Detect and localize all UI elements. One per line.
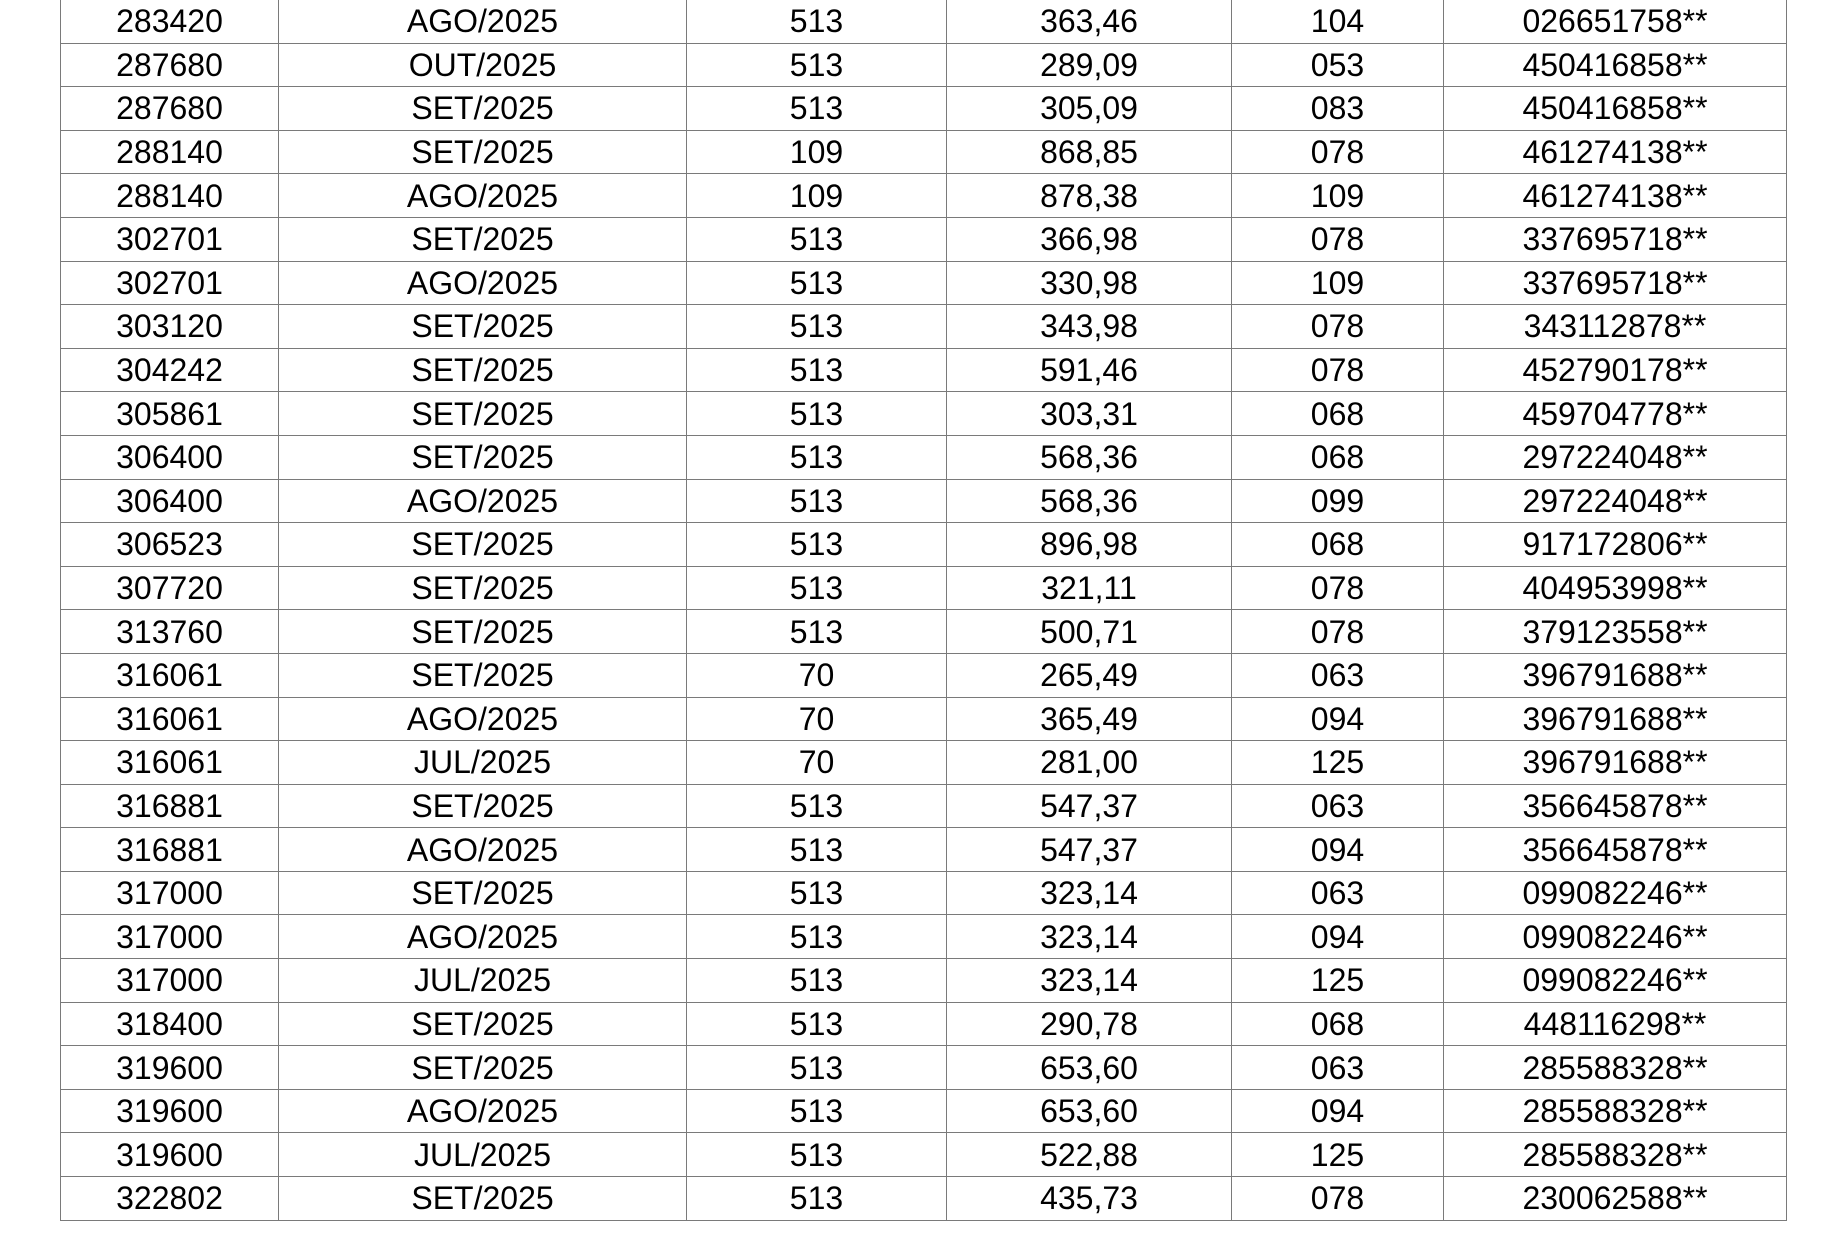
cell-period: JUL/2025	[279, 1133, 687, 1177]
cell-id: 317000	[61, 871, 279, 915]
data-table	[60, 0, 1787, 1221]
table-row	[61, 479, 1787, 523]
cell-document: 026651758**	[1444, 0, 1787, 43]
cell-ref: 125	[1232, 1133, 1444, 1177]
cell-period: SET/2025	[279, 435, 687, 479]
cell-document: 450416858**	[1444, 87, 1787, 131]
cell-document: 379123558**	[1444, 610, 1787, 654]
cell-period: SET/2025	[279, 566, 687, 610]
cell-id: 287680	[61, 43, 279, 87]
cell-id: 302701	[61, 261, 279, 305]
cell-amount: 653,60	[947, 1089, 1232, 1133]
cell-code: 513	[687, 305, 947, 349]
cell-id: 305861	[61, 392, 279, 436]
cell-code: 513	[687, 915, 947, 959]
cell-id: 307720	[61, 566, 279, 610]
cell-document: 099082246**	[1444, 915, 1787, 959]
table-row	[61, 130, 1787, 174]
cell-document: 337695718**	[1444, 261, 1787, 305]
table-row	[61, 784, 1787, 828]
cell-amount: 547,37	[947, 828, 1232, 872]
table-row	[61, 915, 1787, 959]
table-row	[61, 0, 1787, 43]
cell-document: 356645878**	[1444, 784, 1787, 828]
cell-id: 316061	[61, 697, 279, 741]
cell-period: AGO/2025	[279, 0, 687, 43]
cell-ref: 053	[1232, 43, 1444, 87]
cell-id: 319600	[61, 1046, 279, 1090]
cell-period: SET/2025	[279, 217, 687, 261]
cell-code: 513	[687, 217, 947, 261]
cell-period: SET/2025	[279, 610, 687, 654]
cell-code: 513	[687, 1002, 947, 1046]
cell-period: OUT/2025	[279, 43, 687, 87]
cell-period: SET/2025	[279, 1002, 687, 1046]
table-row	[61, 610, 1787, 654]
cell-period: AGO/2025	[279, 1089, 687, 1133]
cell-id: 283420	[61, 0, 279, 43]
cell-id: 316061	[61, 741, 279, 785]
cell-code: 513	[687, 784, 947, 828]
cell-amount: 323,14	[947, 959, 1232, 1003]
cell-ref: 078	[1232, 305, 1444, 349]
cell-amount: 547,37	[947, 784, 1232, 828]
cell-document: 917172806**	[1444, 523, 1787, 567]
table-row	[61, 348, 1787, 392]
cell-period: SET/2025	[279, 784, 687, 828]
cell-document: 297224048**	[1444, 435, 1787, 479]
cell-code: 513	[687, 0, 947, 43]
cell-document: 230062588**	[1444, 1177, 1787, 1221]
cell-code: 513	[687, 87, 947, 131]
cell-id: 318400	[61, 1002, 279, 1046]
cell-id: 322802	[61, 1177, 279, 1221]
cell-code: 513	[687, 348, 947, 392]
cell-document: 396791688**	[1444, 697, 1787, 741]
table-row	[61, 1177, 1787, 1221]
cell-amount: 363,46	[947, 0, 1232, 43]
cell-id: 319600	[61, 1089, 279, 1133]
cell-period: SET/2025	[279, 1046, 687, 1090]
cell-document: 297224048**	[1444, 479, 1787, 523]
cell-code: 513	[687, 261, 947, 305]
cell-period: SET/2025	[279, 1177, 687, 1221]
cell-period: AGO/2025	[279, 479, 687, 523]
cell-code: 513	[687, 479, 947, 523]
cell-document: 404953998**	[1444, 566, 1787, 610]
cell-amount: 365,49	[947, 697, 1232, 741]
cell-ref: 078	[1232, 130, 1444, 174]
cell-amount: 500,71	[947, 610, 1232, 654]
cell-code: 109	[687, 174, 947, 218]
cell-id: 287680	[61, 87, 279, 131]
cell-id: 302701	[61, 217, 279, 261]
table-row	[61, 523, 1787, 567]
table-row	[61, 871, 1787, 915]
cell-code: 513	[687, 566, 947, 610]
cell-period: AGO/2025	[279, 828, 687, 872]
cell-id: 306523	[61, 523, 279, 567]
cell-id: 306400	[61, 435, 279, 479]
cell-code: 70	[687, 741, 947, 785]
cell-id: 288140	[61, 130, 279, 174]
cell-ref: 063	[1232, 784, 1444, 828]
table-row	[61, 261, 1787, 305]
cell-code: 513	[687, 828, 947, 872]
cell-id: 319600	[61, 1133, 279, 1177]
cell-period: AGO/2025	[279, 174, 687, 218]
table-row	[61, 566, 1787, 610]
cell-ref: 094	[1232, 915, 1444, 959]
cell-amount: 289,09	[947, 43, 1232, 87]
cell-ref: 078	[1232, 348, 1444, 392]
cell-ref: 068	[1232, 1002, 1444, 1046]
cell-code: 513	[687, 435, 947, 479]
cell-document: 396791688**	[1444, 741, 1787, 785]
table-row	[61, 741, 1787, 785]
cell-amount: 323,14	[947, 871, 1232, 915]
cell-amount: 343,98	[947, 305, 1232, 349]
cell-period: SET/2025	[279, 392, 687, 436]
table-row	[61, 1089, 1787, 1133]
cell-ref: 109	[1232, 174, 1444, 218]
cell-document: 337695718**	[1444, 217, 1787, 261]
table-row	[61, 43, 1787, 87]
cell-document: 452790178**	[1444, 348, 1787, 392]
table-row	[61, 87, 1787, 131]
cell-code: 109	[687, 130, 947, 174]
cell-amount: 591,46	[947, 348, 1232, 392]
cell-amount: 330,98	[947, 261, 1232, 305]
cell-document: 461274138**	[1444, 130, 1787, 174]
cell-code: 513	[687, 1133, 947, 1177]
cell-ref: 068	[1232, 435, 1444, 479]
cell-id: 317000	[61, 915, 279, 959]
table-row	[61, 959, 1787, 1003]
cell-document: 396791688**	[1444, 653, 1787, 697]
cell-period: AGO/2025	[279, 261, 687, 305]
cell-period: SET/2025	[279, 871, 687, 915]
cell-amount: 568,36	[947, 435, 1232, 479]
cell-document: 285588328**	[1444, 1133, 1787, 1177]
cell-ref: 125	[1232, 741, 1444, 785]
cell-period: AGO/2025	[279, 697, 687, 741]
cell-period: SET/2025	[279, 87, 687, 131]
cell-period: SET/2025	[279, 653, 687, 697]
cell-amount: 522,88	[947, 1133, 1232, 1177]
cell-amount: 896,98	[947, 523, 1232, 567]
cell-document: 285588328**	[1444, 1046, 1787, 1090]
cell-amount: 323,14	[947, 915, 1232, 959]
cell-code: 513	[687, 1089, 947, 1133]
cell-ref: 109	[1232, 261, 1444, 305]
cell-ref: 078	[1232, 610, 1444, 654]
cell-period: JUL/2025	[279, 741, 687, 785]
cell-amount: 305,09	[947, 87, 1232, 131]
cell-code: 513	[687, 1177, 947, 1221]
cell-document: 448116298**	[1444, 1002, 1787, 1046]
cell-document: 099082246**	[1444, 871, 1787, 915]
table-row	[61, 305, 1787, 349]
cell-code: 70	[687, 697, 947, 741]
table-row	[61, 697, 1787, 741]
cell-ref: 078	[1232, 566, 1444, 610]
cell-ref: 099	[1232, 479, 1444, 523]
table-row	[61, 1133, 1787, 1177]
cell-id: 288140	[61, 174, 279, 218]
table-row	[61, 217, 1787, 261]
table-row	[61, 1002, 1787, 1046]
cell-ref: 063	[1232, 871, 1444, 915]
cell-period: AGO/2025	[279, 915, 687, 959]
cell-code: 70	[687, 653, 947, 697]
cell-ref: 063	[1232, 653, 1444, 697]
cell-ref: 094	[1232, 828, 1444, 872]
cell-amount: 868,85	[947, 130, 1232, 174]
cell-amount: 281,00	[947, 741, 1232, 785]
cell-id: 304242	[61, 348, 279, 392]
cell-id: 303120	[61, 305, 279, 349]
cell-ref: 104	[1232, 0, 1444, 43]
cell-amount: 653,60	[947, 1046, 1232, 1090]
cell-ref: 063	[1232, 1046, 1444, 1090]
cell-ref: 078	[1232, 1177, 1444, 1221]
cell-document: 356645878**	[1444, 828, 1787, 872]
table-row	[61, 1046, 1787, 1090]
cell-amount: 265,49	[947, 653, 1232, 697]
cell-id: 316061	[61, 653, 279, 697]
cell-amount: 878,38	[947, 174, 1232, 218]
cell-document: 461274138**	[1444, 174, 1787, 218]
table-row	[61, 435, 1787, 479]
cell-id: 316881	[61, 784, 279, 828]
cell-amount: 290,78	[947, 1002, 1232, 1046]
cell-ref: 083	[1232, 87, 1444, 131]
cell-code: 513	[687, 43, 947, 87]
cell-document: 343112878**	[1444, 305, 1787, 349]
cell-code: 513	[687, 871, 947, 915]
cell-amount: 435,73	[947, 1177, 1232, 1221]
cell-ref: 094	[1232, 697, 1444, 741]
cell-document: 459704778**	[1444, 392, 1787, 436]
cell-ref: 078	[1232, 217, 1444, 261]
table-body	[61, 0, 1787, 1220]
cell-code: 513	[687, 959, 947, 1003]
table-row	[61, 392, 1787, 436]
cell-document: 285588328**	[1444, 1089, 1787, 1133]
cell-amount: 366,98	[947, 217, 1232, 261]
cell-code: 513	[687, 523, 947, 567]
cell-code: 513	[687, 392, 947, 436]
cell-ref: 068	[1232, 392, 1444, 436]
cell-amount: 303,31	[947, 392, 1232, 436]
cell-document: 450416858**	[1444, 43, 1787, 87]
cell-period: SET/2025	[279, 130, 687, 174]
table-row	[61, 828, 1787, 872]
cell-id: 317000	[61, 959, 279, 1003]
cell-ref: 125	[1232, 959, 1444, 1003]
cell-amount: 568,36	[947, 479, 1232, 523]
cell-code: 513	[687, 1046, 947, 1090]
cell-period: JUL/2025	[279, 959, 687, 1003]
cell-period: SET/2025	[279, 348, 687, 392]
table-row	[61, 653, 1787, 697]
cell-id: 306400	[61, 479, 279, 523]
cell-period: SET/2025	[279, 523, 687, 567]
cell-ref: 094	[1232, 1089, 1444, 1133]
cell-id: 313760	[61, 610, 279, 654]
cell-ref: 068	[1232, 523, 1444, 567]
table-row	[61, 174, 1787, 218]
cell-id: 316881	[61, 828, 279, 872]
cell-document: 099082246**	[1444, 959, 1787, 1003]
cell-period: SET/2025	[279, 305, 687, 349]
cell-amount: 321,11	[947, 566, 1232, 610]
cell-code: 513	[687, 610, 947, 654]
